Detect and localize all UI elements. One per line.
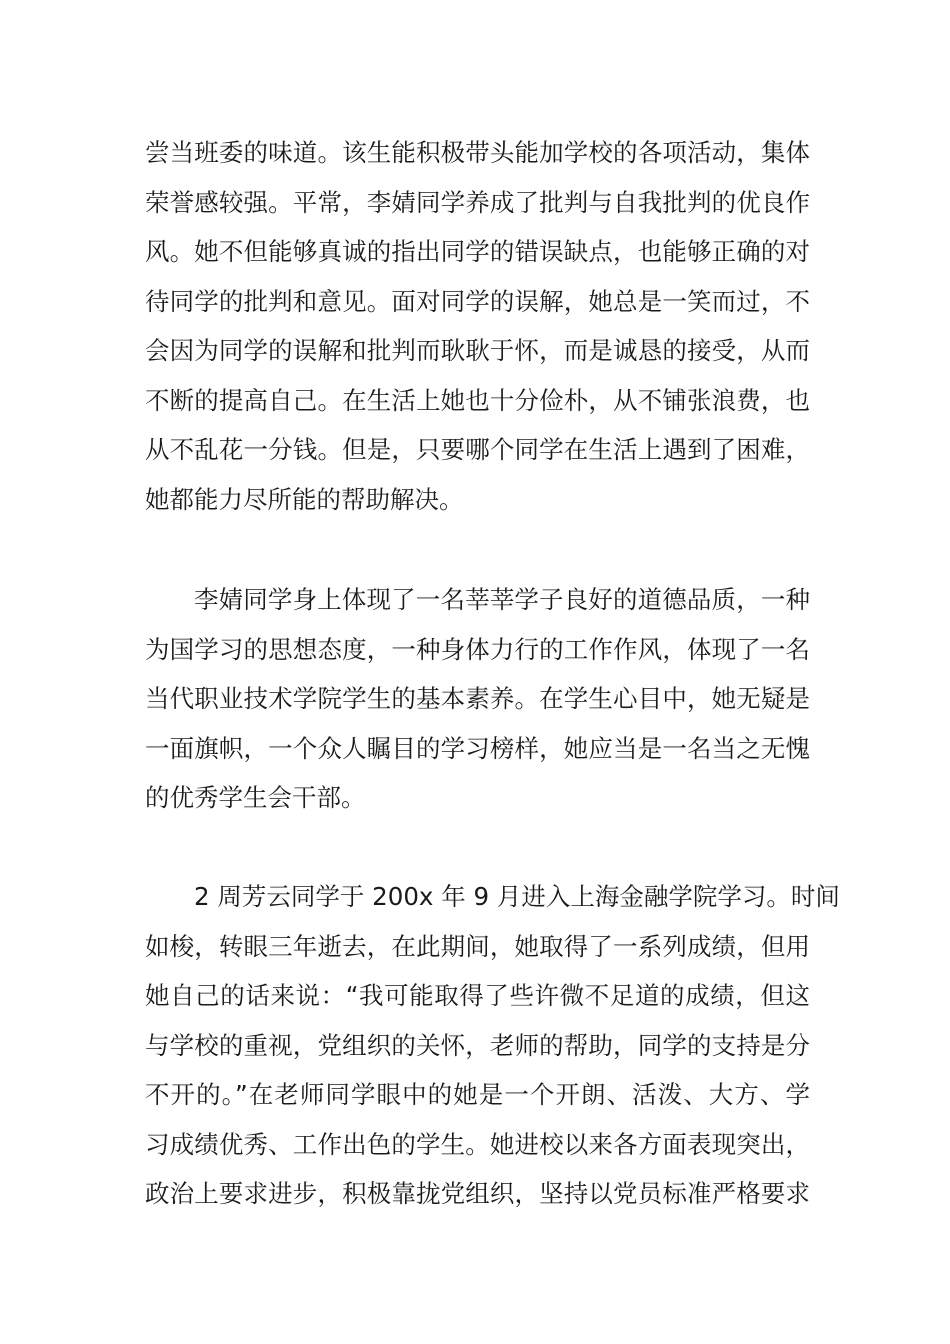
paragraph-line: 待同学的批判和意见。面对同学的误解，她总是一笑而过，不 [145,286,810,316]
paragraph-line: 当代职业技术学院学生的基本素养。在学生心目中，她无疑是 [145,684,810,713]
paragraph-line: 会因为同学的误解和批判而耿耿于怀，而是诚恳的接受，从而 [145,336,810,365]
paragraph-line: 荣誉感较强。平常，李婧同学养成了批判与自我批判的优良作 [145,187,810,217]
paragraph-line: 习成绩优秀、工作出色的学生。她进校以来各方面表现突出， [145,1129,810,1159]
paragraph-2 [145,575,810,823]
paragraph-line: 的优秀学生会干部。 [145,783,366,812]
paragraph-line: 如梭，转眼三年逝去，在此期间，她取得了一系列成绩，但用 [145,931,810,961]
paragraph-line: 政治上要求进步，积极靠拢党组织，坚持以党员标准严格要求 [145,1179,810,1208]
paragraph-line: 为国学习的思想态度，一种身体力行的工作作风，体现了一名 [145,634,810,664]
paragraph-1 [145,128,810,524]
paragraph-line: 尝当班委的味道。该生能积极带头能加学校的各项活动，集体 [145,138,810,167]
paragraph-line: 不断的提高自己。在生活上她也十分俭朴，从不铺张浪费，也 [145,385,810,415]
paragraph-line: 风。她不但能够真诚的指出同学的错误缺点，也能够正确的对 [145,237,810,266]
paragraph-line: 她都能力尽所能的帮助解决。 [145,484,464,514]
paragraph-line: 一面旗帜，一个众人瞩目的学习榜样，她应当是一名当之无愧 [145,733,810,763]
paragraph-3 [145,872,840,1219]
paragraph-line: 李婧同学身上体现了一名莘莘学子良好的道德品质，一种 [194,585,810,614]
paragraph-line: 2 周芳云同学于 200x 年 9 月进入上海金融学院学习。时间 [194,882,840,911]
paragraph-line: 与学校的重视，党组织的关怀，老师的帮助，同学的支持是分 [145,1030,810,1060]
paragraph-line: 她自己的话来说：“我可能取得了些许微不足道的成绩，但这 [145,981,810,1010]
paragraph-line: 从不乱花一分钱。但是，只要哪个同学在生活上遇到了困难， [145,435,810,464]
paragraph-line: 不开的。”在老师同学眼中的她是一个开朗、活泼、大方、学 [145,1080,810,1109]
